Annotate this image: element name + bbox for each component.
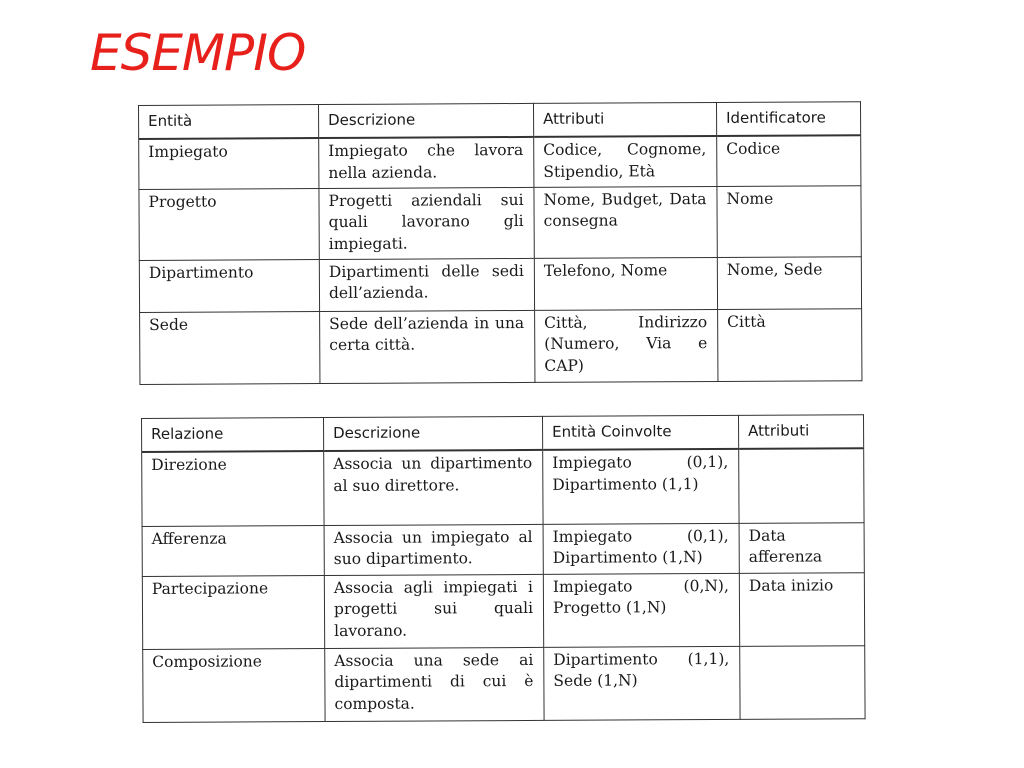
entity-table-header-row <box>139 102 861 139</box>
entity-name-cell: Dipartimento <box>139 259 319 312</box>
entity-description-cell: Progetti aziendali sui quali lavorano gli impiegati. <box>319 187 534 259</box>
relation-name-cell: Afferenza <box>142 525 324 576</box>
relation-header-attributi: Attributi <box>738 415 863 449</box>
table-row <box>139 256 861 312</box>
relation-description-cell: Associa un impiegato al suo dipartimento. <box>324 524 543 575</box>
relation-entities-cell: Impiegato (0,N), Progetto (1,N) <box>543 573 739 647</box>
relation-name-cell: Composizione <box>143 648 325 722</box>
relation-header-descrizione: Descrizione <box>324 416 543 451</box>
relation-table-header-row <box>142 415 864 452</box>
relation-name-cell: Direzione <box>142 451 324 526</box>
relation-entities-cell: Impiegato (0,1), Dipartimento (1,1) <box>543 449 739 524</box>
relation-description-cell: Associa un dipartimento al suo direttore. <box>324 450 543 525</box>
relation-table <box>141 414 866 722</box>
page-title: ESEMPIO <box>90 24 306 82</box>
table-row <box>139 185 861 260</box>
relation-attributes-cell <box>740 645 865 719</box>
table-row <box>139 135 861 189</box>
relation-name-cell: Partecipazione <box>142 575 324 649</box>
entity-identifier-cell: Nome <box>717 185 861 257</box>
relation-header-relazione: Relazione <box>142 418 324 452</box>
entity-name-cell: Sede <box>140 311 320 384</box>
table-row <box>140 308 862 384</box>
table-row <box>142 572 864 649</box>
table-row <box>142 448 864 526</box>
entity-name-cell: Impiegato <box>139 138 319 189</box>
entity-attributes-cell: Nome, Budget, Data consegna <box>534 186 717 258</box>
relation-header-entita-coinvolte: Entità Coinvolte <box>542 415 738 450</box>
entity-header-attributi: Attributi <box>533 102 716 136</box>
entity-attributes-cell: Telefono, Nome <box>534 257 717 310</box>
table-row <box>142 522 864 576</box>
relation-attributes-cell <box>739 448 864 523</box>
entity-attributes-cell: Codice, Cognome, Stipendio, Età <box>534 136 717 187</box>
relation-description-cell: Associa agli impiegati i progetti sui quali lavorano. <box>324 574 543 648</box>
relation-attributes-cell: Data inizio <box>739 572 864 646</box>
relation-entities-cell: Dipartimento (1,1), Sede (1,N) <box>544 646 740 720</box>
entity-header-identificatore: Identificatore <box>716 102 860 136</box>
entity-table <box>138 101 862 384</box>
entity-name-cell: Progetto <box>139 188 319 260</box>
entity-description-cell: Impiegato che lavora nella azienda. <box>319 137 534 188</box>
entity-identifier-cell: Codice <box>717 135 861 186</box>
entity-header-descrizione: Descrizione <box>319 103 534 138</box>
entity-description-cell: Dipartimenti delle sedi dell’azienda. <box>319 258 534 311</box>
entity-identifier-cell: Città <box>718 308 862 381</box>
entity-identifier-cell: Nome, Sede <box>717 256 861 309</box>
entity-attributes-cell: Città, Indirizzo (Numero, Via e CAP) <box>535 309 718 382</box>
relation-entities-cell: Impiegato (0,1), Dipartimento (1,N) <box>543 523 739 574</box>
entity-description-cell: Sede dell’azienda in una certa città. <box>320 310 535 383</box>
relation-description-cell: Associa una sede ai dipartimenti di cui è composta. <box>325 647 544 721</box>
entity-header-entita: Entità <box>139 105 319 139</box>
table-row <box>143 645 865 722</box>
relation-attributes-cell: Data afferenza <box>739 522 864 573</box>
